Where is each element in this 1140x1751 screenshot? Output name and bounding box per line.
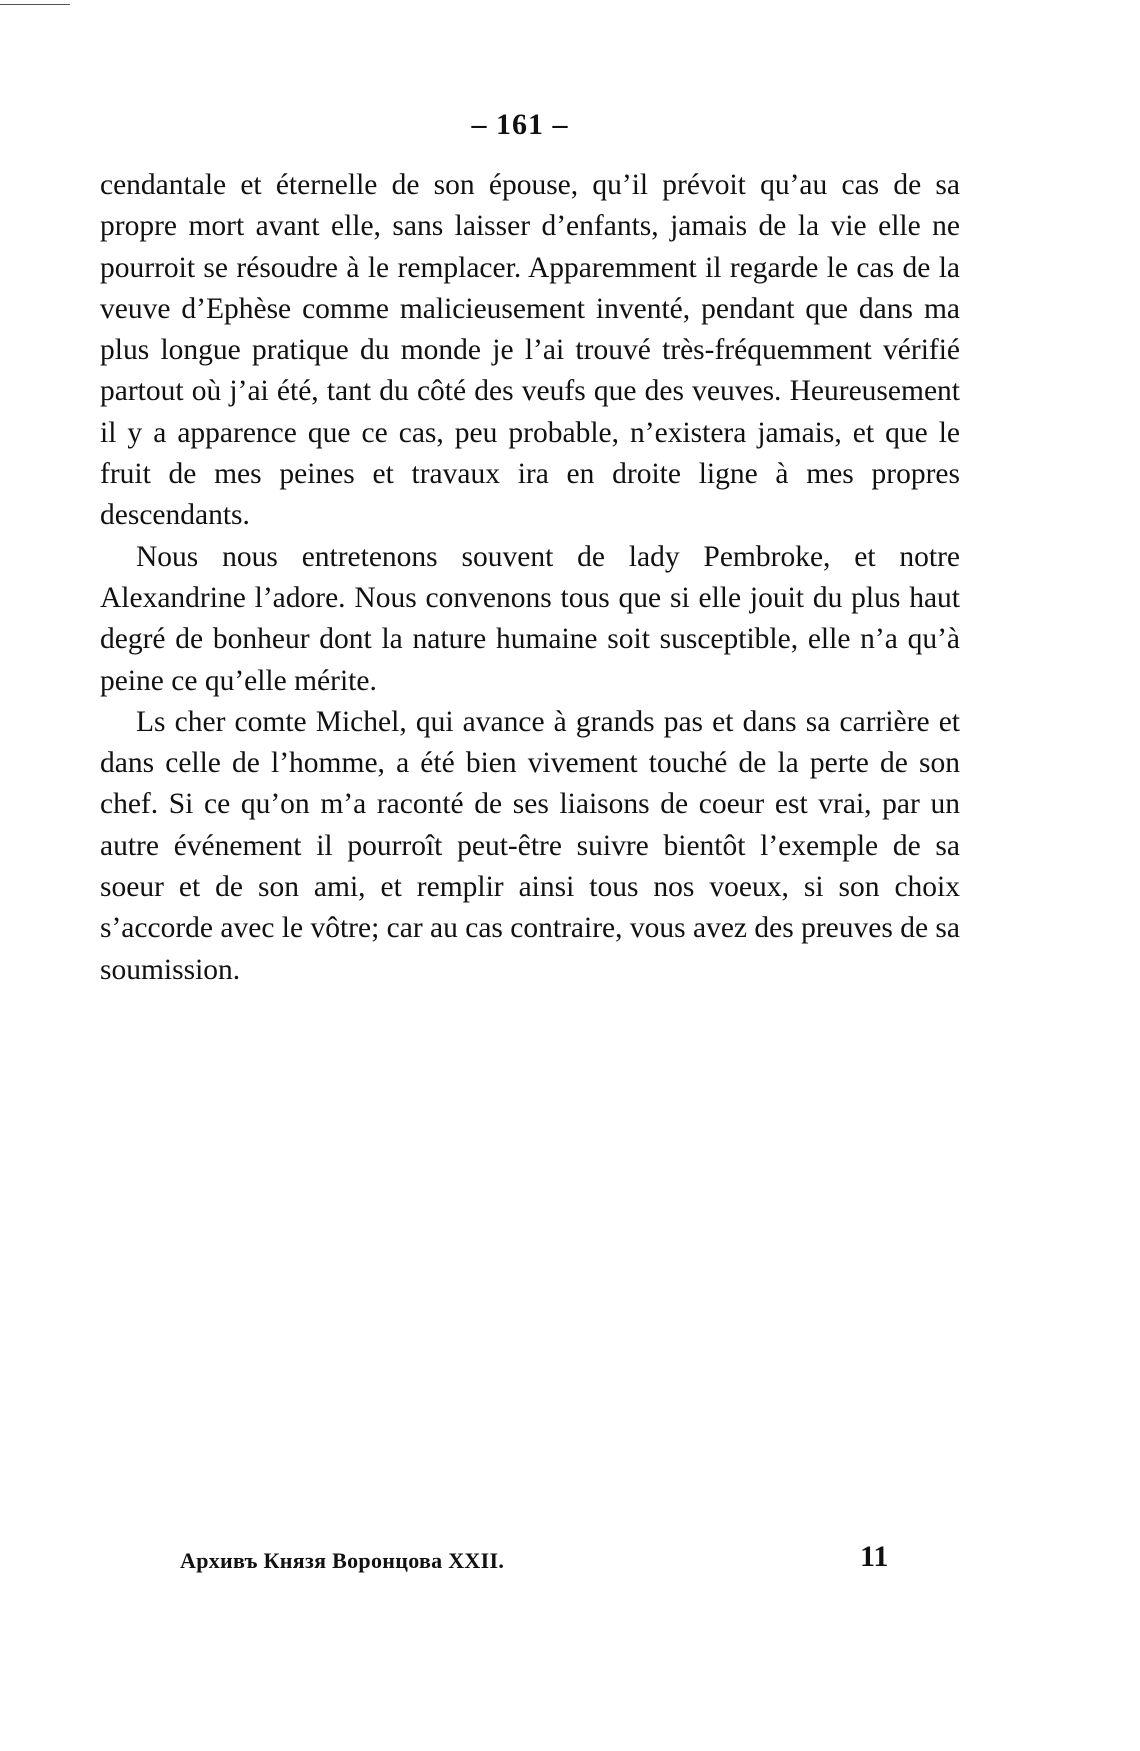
body-text xyxy=(100,165,960,991)
page-footer xyxy=(0,1540,1140,1580)
page-number: – 161 – xyxy=(471,108,569,141)
footer-signature: Архивъ Князя Воронцова XXII. xyxy=(180,1548,505,1573)
sheet-number: 11 xyxy=(860,1540,889,1573)
paragraph-2: Nous nous entretenons souvent de lady Pembroke, et notre Alexandrine l’adore. Nous convenons tous que si elle jouit du plus haut degré de bonheur dont la nature humaine soit susceptible, elle n’a qu’à peine ce qu’elle mérite. xyxy=(100,540,960,697)
paragraph-3: Ls cher comte Michel, qui avance à grands pas et dans sa carrière et dans celle de l’homme, a été bien vivement touché de la perte de son chef. Si ce qu’on m’a raconté de ses liaisons de coeur est vrai, par un autre événement il pourroît peut-être suivre bientôt l’exemple de sa soeur et de son ami, et remplir ainsi tous nos voeux, si son choix s’accorde avec le vôtre; car au cas contraire, vous avez des preuves de sa soumission. xyxy=(100,705,960,986)
top-rule xyxy=(0,4,70,5)
paragraph-1: cendantale et éternelle de son épouse, qu’il prévoit qu’au cas de sa propre mort avant elle, sans laisser d’enfants, jamais de la vie elle ne pourroit se résoudre à le remplacer. Apparemment il regarde le cas de la veuve d’Ephèse comme malicieusement inventé, pendant que dans ma plus longue pratique du monde je l’ai trouvé très-fréquemment vérifié partout où j’ai été, tant du côté des veufs que des veuves. Heureusement il y a apparence que ce cas, peu probable, n’existera jamais, et que le fruit de mes peines et travaux ira en droite ligne à mes propres descendants. xyxy=(100,169,960,532)
